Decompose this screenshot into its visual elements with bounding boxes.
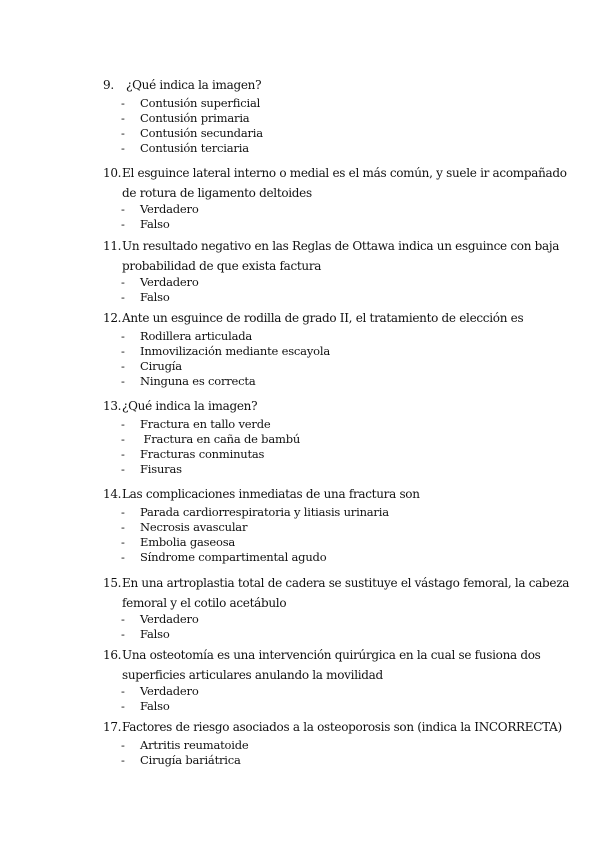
option-item	[103, 344, 523, 359]
bullet-dash: -	[121, 535, 125, 549]
bullet-dash: -	[121, 126, 125, 140]
question-text: Las complicaciones inmediatas de una fractura son	[122, 487, 420, 501]
question-text: ¿Qué indica la imagen?	[126, 78, 262, 92]
option-item	[103, 96, 523, 111]
option-text: Cirugía bariátrica	[140, 753, 241, 767]
option-text: Falso	[140, 699, 170, 713]
bullet-dash: -	[121, 753, 125, 767]
option-text: Contusión superficial	[140, 96, 261, 110]
option-text: Necrosis avascular	[140, 520, 248, 534]
question-9	[103, 78, 523, 156]
option-text: Cirugía	[140, 359, 182, 373]
option-item	[103, 202, 523, 217]
option-text: Embolia gaseosa	[140, 535, 236, 549]
option-item	[103, 520, 523, 535]
option-item	[103, 753, 523, 768]
bullet-dash: -	[121, 447, 125, 461]
option-item	[103, 699, 523, 714]
option-item	[103, 612, 523, 627]
bullet-dash: -	[121, 111, 125, 125]
question-13	[103, 399, 523, 477]
bullet-dash: -	[121, 329, 125, 343]
bullet-dash: -	[121, 738, 125, 752]
bullet-dash: -	[121, 520, 125, 534]
option-item	[103, 738, 523, 753]
option-text: Artritis reumatoide	[140, 738, 249, 752]
option-item	[103, 275, 523, 290]
options-list	[103, 329, 523, 389]
question-11	[103, 239, 560, 305]
option-text: Contusión terciaria	[140, 141, 249, 155]
option-item	[103, 329, 523, 344]
option-item	[103, 417, 523, 432]
question-16	[103, 648, 541, 714]
option-item	[103, 462, 523, 477]
bullet-dash: -	[121, 217, 125, 231]
bullet-dash: -	[121, 374, 125, 388]
question-number: 9.	[103, 78, 114, 92]
bullet-dash: -	[121, 344, 125, 358]
option-item	[103, 374, 523, 389]
option-text: Contusión primaria	[140, 111, 250, 125]
option-text: Falso	[140, 290, 170, 304]
question-number: 16.	[103, 648, 122, 662]
option-item	[103, 217, 523, 232]
question-text: En una artroplastia total de cadera se sustituye el vástago femoral, la cabeza	[122, 576, 570, 590]
option-text: Síndrome compartimental agudo	[140, 550, 327, 564]
options-list	[103, 612, 523, 642]
bullet-dash: -	[121, 684, 125, 698]
question-text: Ante un esguince de rodilla de grado II, el tratamiento de elección es	[122, 311, 524, 325]
option-item	[103, 550, 523, 565]
option-item	[103, 141, 523, 156]
question-14	[103, 487, 523, 565]
question-15	[103, 576, 570, 642]
question-text-continued: probabilidad de que exista factura	[122, 259, 322, 273]
option-item	[103, 535, 523, 550]
option-text: Rodillera articulada	[140, 329, 253, 343]
bullet-dash: -	[121, 96, 125, 110]
option-item	[103, 684, 523, 699]
option-text: Verdadero	[140, 275, 199, 289]
option-item	[103, 627, 523, 642]
option-text: Fracturas conminutas	[140, 447, 265, 461]
options-list	[103, 96, 523, 156]
options-list	[103, 684, 523, 714]
question-text: El esguince lateral interno o medial es el más común, y suele ir acompañado	[122, 166, 567, 180]
options-list	[103, 202, 523, 232]
bullet-dash: -	[121, 202, 125, 216]
option-item	[103, 432, 523, 447]
bullet-dash: -	[121, 505, 125, 519]
question-text-continued: superficies articulares anulando la movilidad	[122, 668, 383, 682]
question-17	[103, 720, 562, 768]
bullet-dash: -	[121, 462, 125, 476]
question-number: 10.	[103, 166, 122, 180]
options-list	[103, 505, 523, 565]
question-text-continued: femoral y el cotilo acetábulo	[122, 596, 287, 610]
option-text: Ninguna es correcta	[140, 374, 256, 388]
bullet-dash: -	[121, 141, 125, 155]
question-text: Un resultado negativo en las Reglas de Ottawa indica un esguince con baja	[122, 239, 560, 253]
option-item	[103, 111, 523, 126]
question-number: 17.	[103, 720, 122, 734]
option-text: Inmovilización mediante escayola	[140, 344, 330, 358]
options-list	[103, 275, 523, 305]
option-text: Contusión secundaria	[140, 126, 263, 140]
question-text: ¿Qué indica la imagen?	[122, 399, 258, 413]
question-number: 14.	[103, 487, 122, 501]
question-text: Factores de riesgo asociados a la osteoporosis son (indica la INCORRECTA)	[122, 720, 562, 734]
bullet-dash: -	[121, 290, 125, 304]
bullet-dash: -	[121, 432, 125, 446]
question-text: Una osteotomía es una intervención quirúrgica en la cual se fusiona dos	[122, 648, 541, 662]
option-text: Verdadero	[140, 684, 199, 698]
question-10	[103, 166, 567, 232]
question-number: 11.	[103, 239, 122, 253]
option-item	[103, 359, 523, 374]
option-text: Fisuras	[140, 462, 182, 476]
option-item	[103, 505, 523, 520]
option-text: Verdadero	[140, 202, 199, 216]
option-item	[103, 290, 523, 305]
option-text: Falso	[140, 627, 170, 641]
option-text: Fractura en caña de bambú	[140, 432, 301, 446]
option-item	[103, 447, 523, 462]
option-text: Verdadero	[140, 612, 199, 626]
bullet-dash: -	[121, 417, 125, 431]
options-list	[103, 417, 523, 477]
option-item	[103, 126, 523, 141]
bullet-dash: -	[121, 612, 125, 626]
option-text: Falso	[140, 217, 170, 231]
bullet-dash: -	[121, 275, 125, 289]
question-number: 12.	[103, 311, 122, 325]
option-text: Parada cardiorrespiratoria y litiasis urinaria	[140, 505, 389, 519]
options-list	[103, 738, 523, 768]
bullet-dash: -	[121, 550, 125, 564]
question-number: 15.	[103, 576, 122, 590]
question-number: 13.	[103, 399, 122, 413]
bullet-dash: -	[121, 359, 125, 373]
question-12	[103, 311, 523, 389]
bullet-dash: -	[121, 627, 125, 641]
option-text: Fractura en tallo verde	[140, 417, 271, 431]
bullet-dash: -	[121, 699, 125, 713]
question-text-continued: de rotura de ligamento deltoides	[122, 186, 312, 200]
